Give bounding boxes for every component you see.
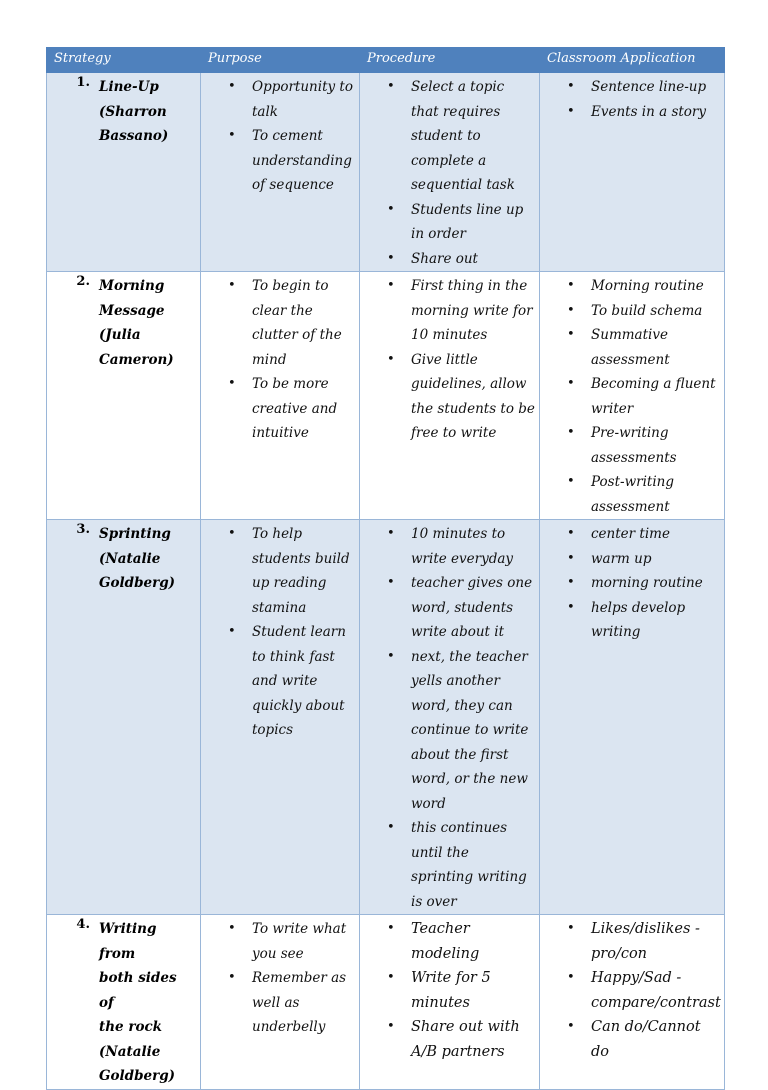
purpose-cell — [201, 73, 360, 272]
strategy-number: 2. — [76, 274, 90, 289]
table-row — [47, 73, 725, 272]
application-cell — [540, 272, 725, 520]
strategy-cell — [47, 520, 201, 915]
list-item: • Becoming a fluent writer — [540, 372, 720, 421]
list-item: • Happy/Sad - compare/contrast — [540, 966, 720, 1015]
application-cell — [540, 73, 725, 272]
list-item: • Select a topic that requires student to complete a sequential task — [360, 75, 535, 198]
strategy-name: Morning Message (Julia Cameron) — [99, 278, 174, 368]
strategy-cell — [47, 73, 201, 272]
purpose-cell — [201, 915, 360, 1090]
strategy-number: 1. — [76, 75, 90, 90]
list-item: • Summative assessment — [540, 323, 720, 372]
list-item: • Share out — [360, 247, 535, 272]
list-item: • Write for 5 minutes — [360, 966, 535, 1015]
header-classroom-application: Classroom Application — [540, 48, 725, 73]
list-item: • Post-writing assessment — [540, 470, 720, 519]
procedure-cell — [360, 915, 540, 1090]
strategy-number: 4. — [76, 917, 90, 932]
purpose-cell — [201, 520, 360, 915]
strategy-name: Sprinting (Natalie Goldberg) — [99, 526, 176, 591]
list-item: • warm up — [540, 547, 720, 572]
list-item: • To build schema — [540, 299, 720, 324]
list-item: • center time — [540, 522, 720, 547]
list-item: • Give little guidelines, allow the students to be free to write — [360, 348, 535, 446]
strategy-name: Writing from both sides of the rock (Natalie Goldberg) — [99, 921, 177, 1084]
header-strategy: Strategy — [47, 48, 201, 73]
strategy-cell — [47, 915, 201, 1090]
strategy-cell — [47, 272, 201, 520]
list-item: • Share out with A/B partners — [360, 1015, 535, 1064]
list-item: • Can do/Cannot do — [540, 1015, 720, 1064]
list-item: • To help students build up reading stamina — [201, 522, 355, 620]
list-item: • Opportunity to talk — [201, 75, 355, 124]
list-item: • Teacher modeling — [360, 917, 535, 966]
list-item: • next, the teacher yells another word, they can continue to write about the first word, or the new word — [360, 645, 535, 817]
list-item: • To cement understanding of sequence — [201, 124, 355, 198]
list-item: • 10 minutes to write everyday — [360, 522, 535, 571]
header-procedure: Procedure — [360, 48, 540, 73]
strategy-table — [46, 47, 725, 1090]
procedure-cell — [360, 520, 540, 915]
list-item: • Sentence line-up — [540, 75, 720, 100]
list-item: • morning routine — [540, 571, 720, 596]
list-item: • Remember as well as underbelly — [201, 966, 355, 1040]
list-item: • Events in a story — [540, 100, 720, 125]
list-item: • this continues until the sprinting writing is over — [360, 816, 535, 914]
list-item: • Pre-writing assessments — [540, 421, 720, 470]
strategy-name: Line-Up (Sharron Bassano) — [99, 79, 169, 144]
list-item: • Morning routine — [540, 274, 720, 299]
table-row — [47, 520, 725, 915]
table-row — [47, 272, 725, 520]
application-cell — [540, 915, 725, 1090]
strategy-number: 3. — [76, 522, 90, 537]
list-item: • teacher gives one word, students write about it — [360, 571, 535, 645]
list-item: • Students line up in order — [360, 198, 535, 247]
list-item: • To write what you see — [201, 917, 355, 966]
procedure-cell — [360, 272, 540, 520]
list-item: • To begin to clear the clutter of the mind — [201, 274, 355, 372]
list-item: • Likes/dislikes - pro/con — [540, 917, 720, 966]
procedure-cell — [360, 73, 540, 272]
list-item: • Student learn to think fast and write quickly about topics — [201, 620, 355, 743]
purpose-cell — [201, 272, 360, 520]
list-item: • First thing in the morning write for 10 minutes — [360, 274, 535, 348]
table-row — [47, 915, 725, 1090]
application-cell — [540, 520, 725, 915]
list-item: • helps develop writing — [540, 596, 720, 645]
header-purpose: Purpose — [201, 48, 360, 73]
header-row — [47, 48, 725, 73]
list-item: • To be more creative and intuitive — [201, 372, 355, 446]
